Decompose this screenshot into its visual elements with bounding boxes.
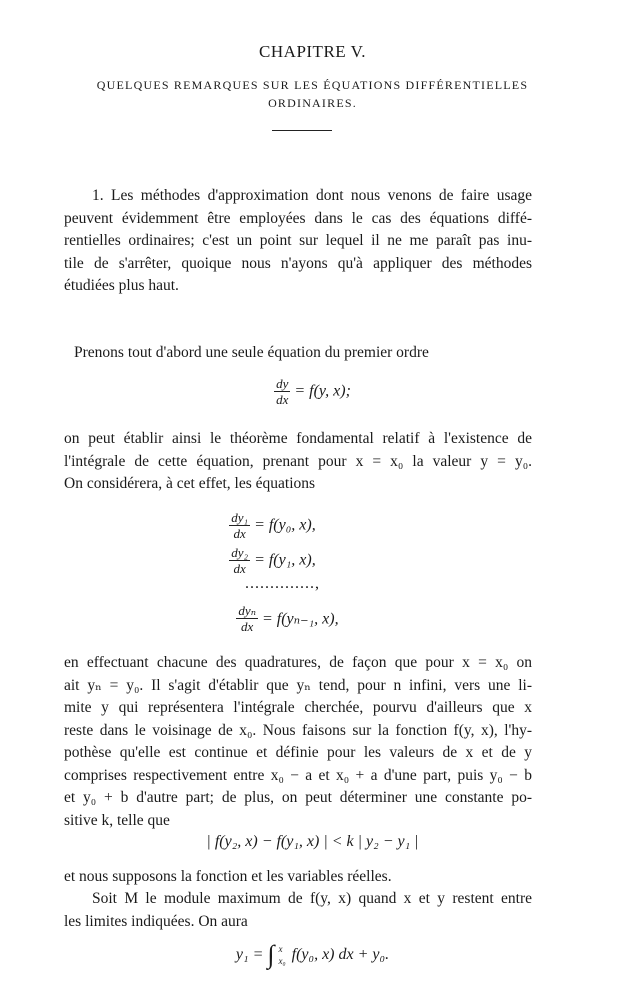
equation-lhs: y₁ =	[235, 946, 264, 963]
paragraph-2	[64, 342, 532, 365]
fraction	[236, 603, 258, 634]
text-line: on peut établir ainsi le théorème fondamental relatif à l'existence de	[64, 430, 532, 447]
fraction-numerator: dy₁	[231, 510, 249, 525]
equation-rhs: = f(y₁, x),	[254, 551, 316, 569]
fraction	[229, 545, 250, 576]
paragraph-3	[64, 428, 532, 496]
fraction-denominator: dx	[233, 526, 246, 541]
fraction-numerator: dy₂	[231, 545, 249, 560]
paragraph-6	[64, 888, 532, 933]
text-line: en effectuant chacune des quadratures, de façon que pour x = x₀ on	[64, 654, 532, 671]
text-line: comprises respectivement entre x₀ − a et x₀ + a d'une part, puis y₀ − b	[64, 766, 532, 784]
chapter-subtitle-line2: ORDINAIRES.	[268, 96, 357, 110]
integral-limits	[279, 943, 286, 967]
text-line: reste dans le voisinage de x₀. Nous faisons sur la fonction f(y, x), l'hy-	[64, 721, 532, 739]
text-line: mite y qui représentera l'intégrale cherchée, pourvu d'ailleurs que x	[64, 699, 532, 716]
integral-sign: ∫	[267, 940, 275, 969]
paragraph-4	[64, 652, 532, 832]
equation-rhs: = f(y₀, x),	[254, 516, 316, 534]
inequality-equation: | f(y₂, x) − f(y₁, x) | < k | y₂ − y₁ |	[206, 833, 419, 850]
chapter-title: CHAPITRE V.	[259, 42, 366, 61]
integral-lower-limit: x₀	[278, 956, 286, 966]
text-line: peuvent évidemment être employées dans le cas des équations diffé-	[64, 209, 532, 227]
text-line: rentielles ordinaires; c'est un point sur lequel il ne me paraît pas inu-	[64, 232, 532, 249]
paragraph-1	[64, 185, 532, 298]
text-line: pothèse qu'elle est continue et définie pour les valeurs de x et de y	[64, 744, 532, 761]
fraction-numerator: dy	[276, 376, 289, 391]
text-line: Prenons tout d'abord une seule équation du premier ordre	[74, 344, 429, 361]
text-line: sitive k, telle que	[64, 811, 170, 829]
system-equation-2	[0, 545, 585, 576]
equation-rhs: = f(yₙ₋₁, x),	[261, 610, 339, 628]
system-equation-1	[0, 510, 585, 541]
equation-rhs: f(y₀, x) dx + y₀.	[291, 946, 390, 963]
system-ellipsis: ..............,	[245, 575, 320, 592]
integral-upper-limit: x	[278, 944, 283, 954]
text-line: les limites indiquées. On aura	[64, 912, 248, 930]
text-line: et nous supposons la fonction et les variables réelles.	[64, 868, 392, 885]
paragraph-5	[64, 866, 532, 889]
fraction-denominator: dx	[241, 619, 254, 634]
text-line: étudiées plus haut.	[64, 277, 179, 294]
integral-equation	[0, 940, 625, 970]
chapter-subtitle-line1: QUELQUES REMARQUES SUR LES ÉQUATIONS DIFFÉRENTIELLES	[96, 78, 529, 92]
text-line: l'intégrale de cette équation, prenant pour x = x₀ la valeur y = y₀.	[64, 452, 532, 470]
system-equation-n	[0, 603, 600, 634]
fraction-denominator: dx	[233, 561, 246, 576]
fraction-denominator: dx	[276, 392, 289, 407]
fraction-numerator: dyₙ	[238, 603, 256, 618]
fraction	[229, 510, 250, 541]
section-rule	[272, 130, 332, 131]
equation-1	[0, 376, 625, 407]
text-line: tile de s'arrêter, quoique nous n'ayons qu'à appliquer des méthodes	[64, 254, 532, 272]
text-line: 1. Les méthodes d'approximation dont nous venons de faire usage	[92, 187, 532, 204]
equation-rhs: = f(y, x);	[294, 382, 351, 400]
text-line: et y₀ + b d'autre part; de plus, on peut déterminer une constante po-	[64, 789, 532, 806]
text-line: On considérera, à cet effet, les équations	[64, 475, 316, 492]
fraction	[274, 376, 290, 407]
text-line: Soit M le module maximum de f(y, x) quand x et y restent entre	[92, 890, 532, 907]
text-line: ait yₙ = y₀. Il s'agit d'établir que yₙ tend, pour n infini, vers une li-	[64, 676, 532, 694]
